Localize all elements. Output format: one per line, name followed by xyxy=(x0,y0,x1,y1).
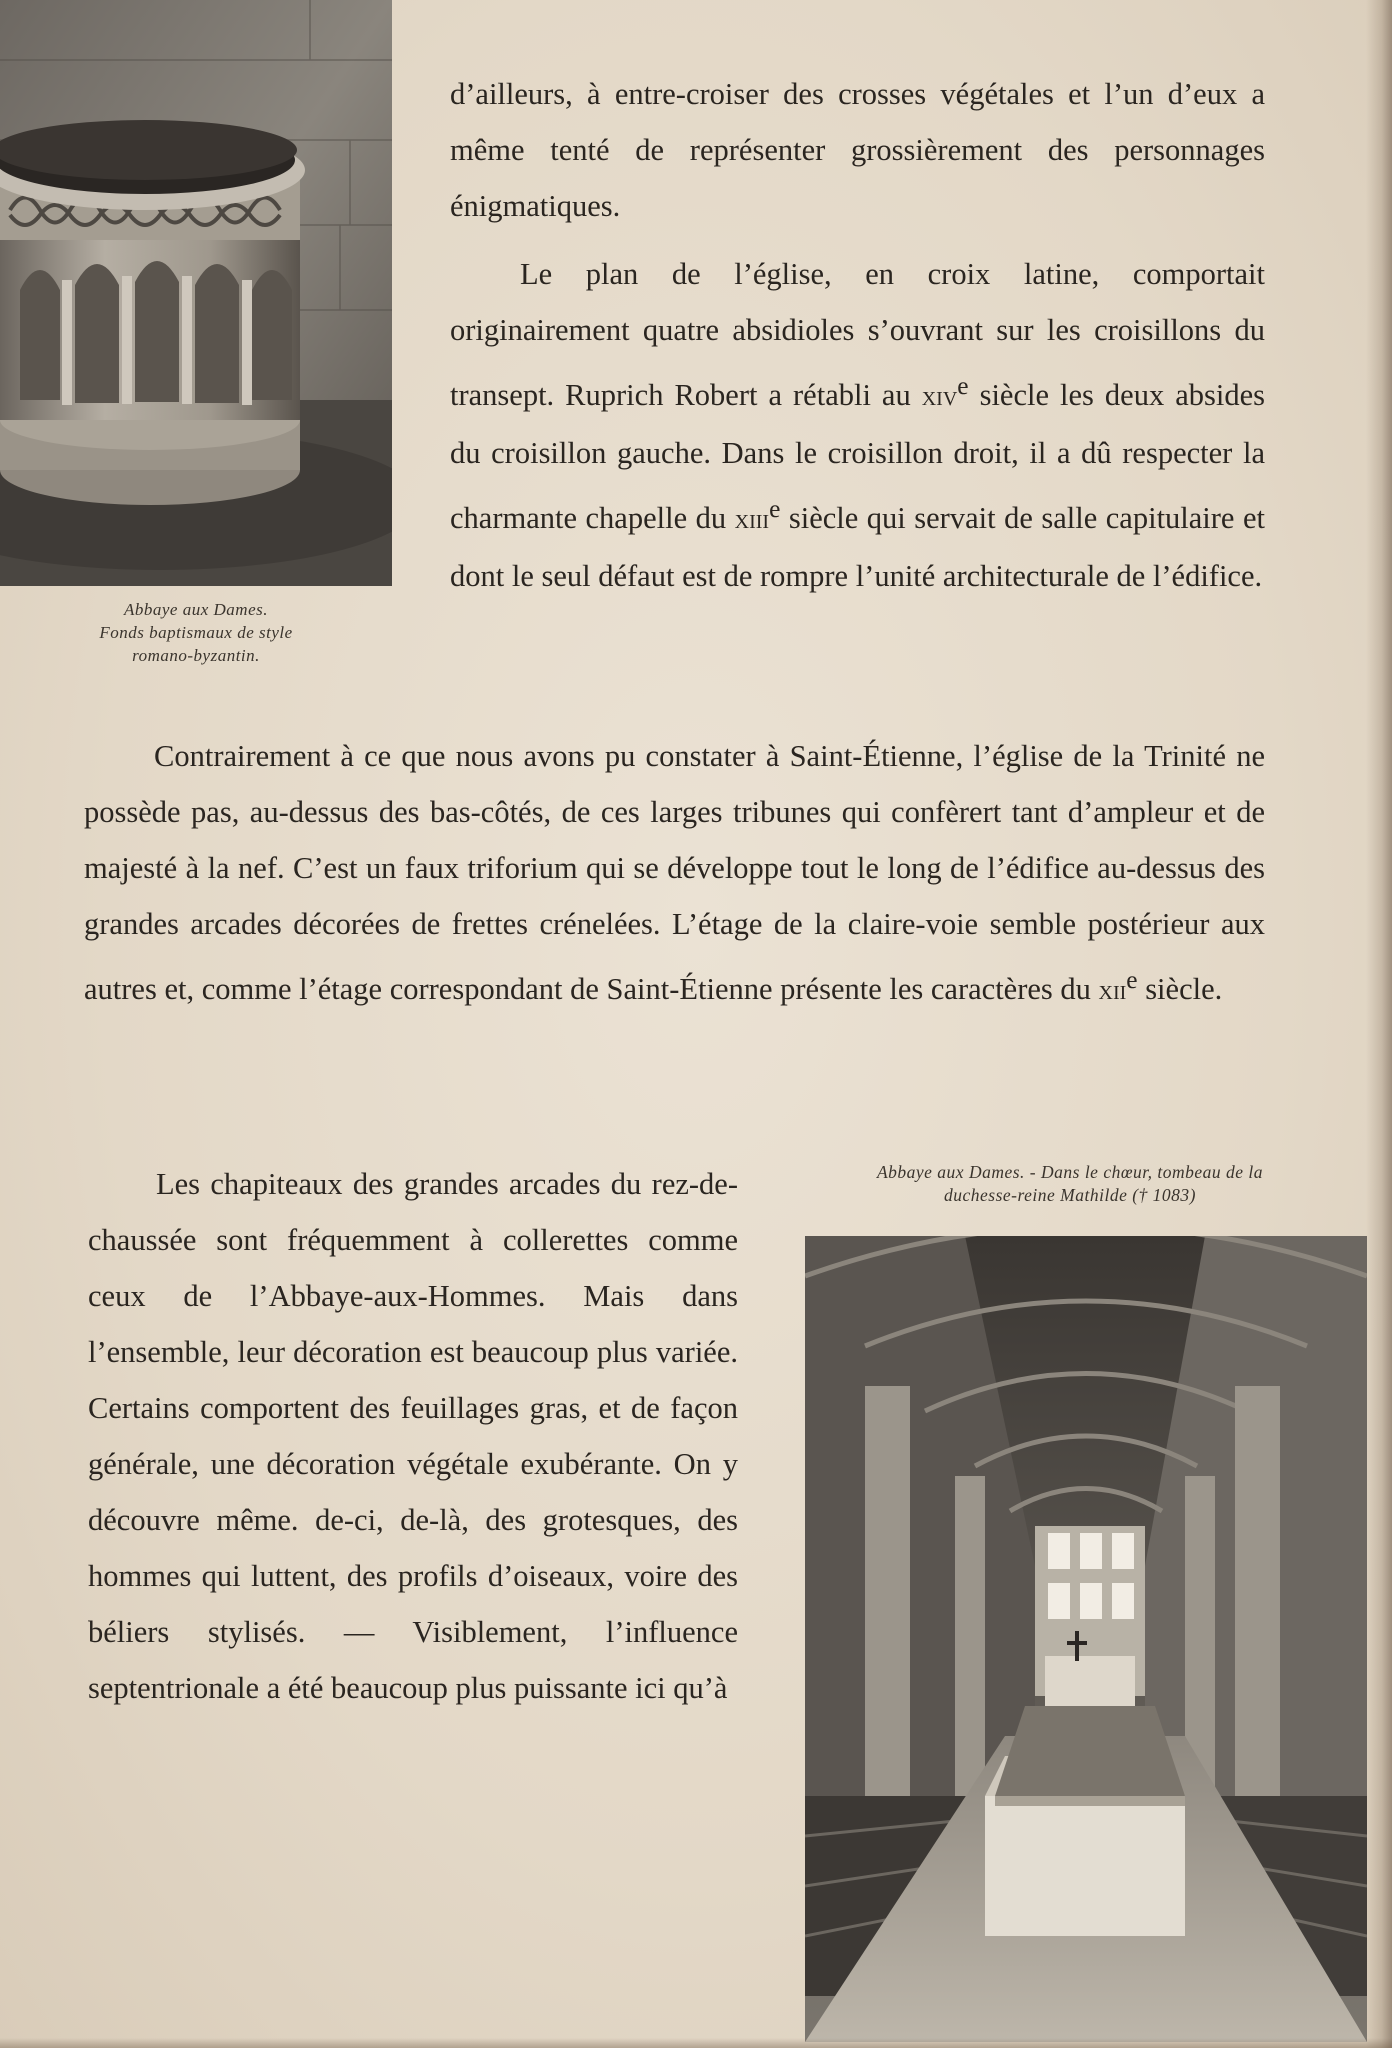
century-xiii-sup: e xyxy=(769,495,781,524)
caption-line: Abbaye aux Dames. xyxy=(124,600,268,619)
caption-line: duchesse-reine Mathilde († 1083) xyxy=(943,1185,1197,1205)
page-edge-shadow xyxy=(1366,0,1392,2048)
top-photo-caption xyxy=(0,598,392,667)
paragraph-1: d’ailleurs, à entre-croiser des crosses végétales et l’un d’eux a même tenté de représenter grossièrement des personnages énigmatiques. xyxy=(450,77,1265,223)
lower-left-column xyxy=(88,1156,738,1716)
full-width-block xyxy=(84,728,1265,1019)
paragraph-2-part-b: siècle les deux absides du croisillon gauche. Dans le croisillon droit, il a dû respecter la charmante chapelle du xyxy=(450,378,1265,536)
century-xii: xii xyxy=(1098,975,1127,1007)
century-xii-sup: e xyxy=(1126,966,1138,994)
nave-tomb-photo xyxy=(805,1236,1367,2042)
page-bottom-shadow xyxy=(0,2038,1392,2048)
century-xiv-sup: e xyxy=(957,372,969,400)
nave-photo-caption xyxy=(800,1161,1340,1207)
paragraph-3-part-b: siècle. xyxy=(1137,972,1223,1007)
caption-line: Abbaye aux Dames. - Dans le chœur, tombeau de la xyxy=(876,1162,1264,1182)
paragraph-4: Les chapiteaux des grandes arcades du rez-de-chaussée sont fréquemment à collerettes comme ceux de l’Abbaye-aux-Hommes. Mais dans l’ensemble, leur décoration est beaucoup plus variée. Certains comportent des feuillages gras, et de façon générale, une décoration végétale exubérante. On y découvre même. de-ci, de-là, des grotesques, des hommes qui luttent, des profils d’oiseaux, voire des béliers stylisés. — Visiblement, l’influence septentrionale a été beaucoup plus puissante ici qu’à xyxy=(88,1167,738,1705)
century-xiv: xiv xyxy=(921,381,958,413)
baptismal-font-photo xyxy=(0,0,392,586)
paragraph-3 xyxy=(84,728,1265,1019)
paragraph-3-part-a: Contrairement à ce que nous avons pu constater à Saint-Étienne, l’église de la Trinité ne possède pas, au-dessus des bas-côtés, de ces larges tribunes qui confèrert tant d’ampleur et de majesté à la nef. C’est un faux triforium qui se développe tout le long de l’édifice au-dessus des grandes arcades décorées de frettes crénelées. L’étage de la claire-voie semble postérieur aux autres et, comme l’étage correspondant de Saint-Étienne présente les caractères du xyxy=(84,739,1265,1007)
paragraph-2-part-a: Le plan de l’église, en croix latine, comportait originairement quatre absidioles s’ouvrant sur les croisillons du transept. Ruprich Robert a rétabli au xyxy=(450,257,1265,413)
upper-right-column xyxy=(450,66,1265,604)
baptismal-font-image xyxy=(0,0,392,586)
nave-tomb-image xyxy=(805,1236,1367,2042)
century-xiii: xiii xyxy=(734,504,770,536)
caption-line: Fonds baptismaux de style xyxy=(99,623,293,642)
caption-line: romano-byzantin. xyxy=(132,646,260,665)
paragraph-2 xyxy=(450,246,1265,604)
paragraph-2-part-c: siècle qui servait de salle capitulaire et dont le seul défaut est de rompre l’unité architecturale de l’édifice. xyxy=(450,501,1265,594)
